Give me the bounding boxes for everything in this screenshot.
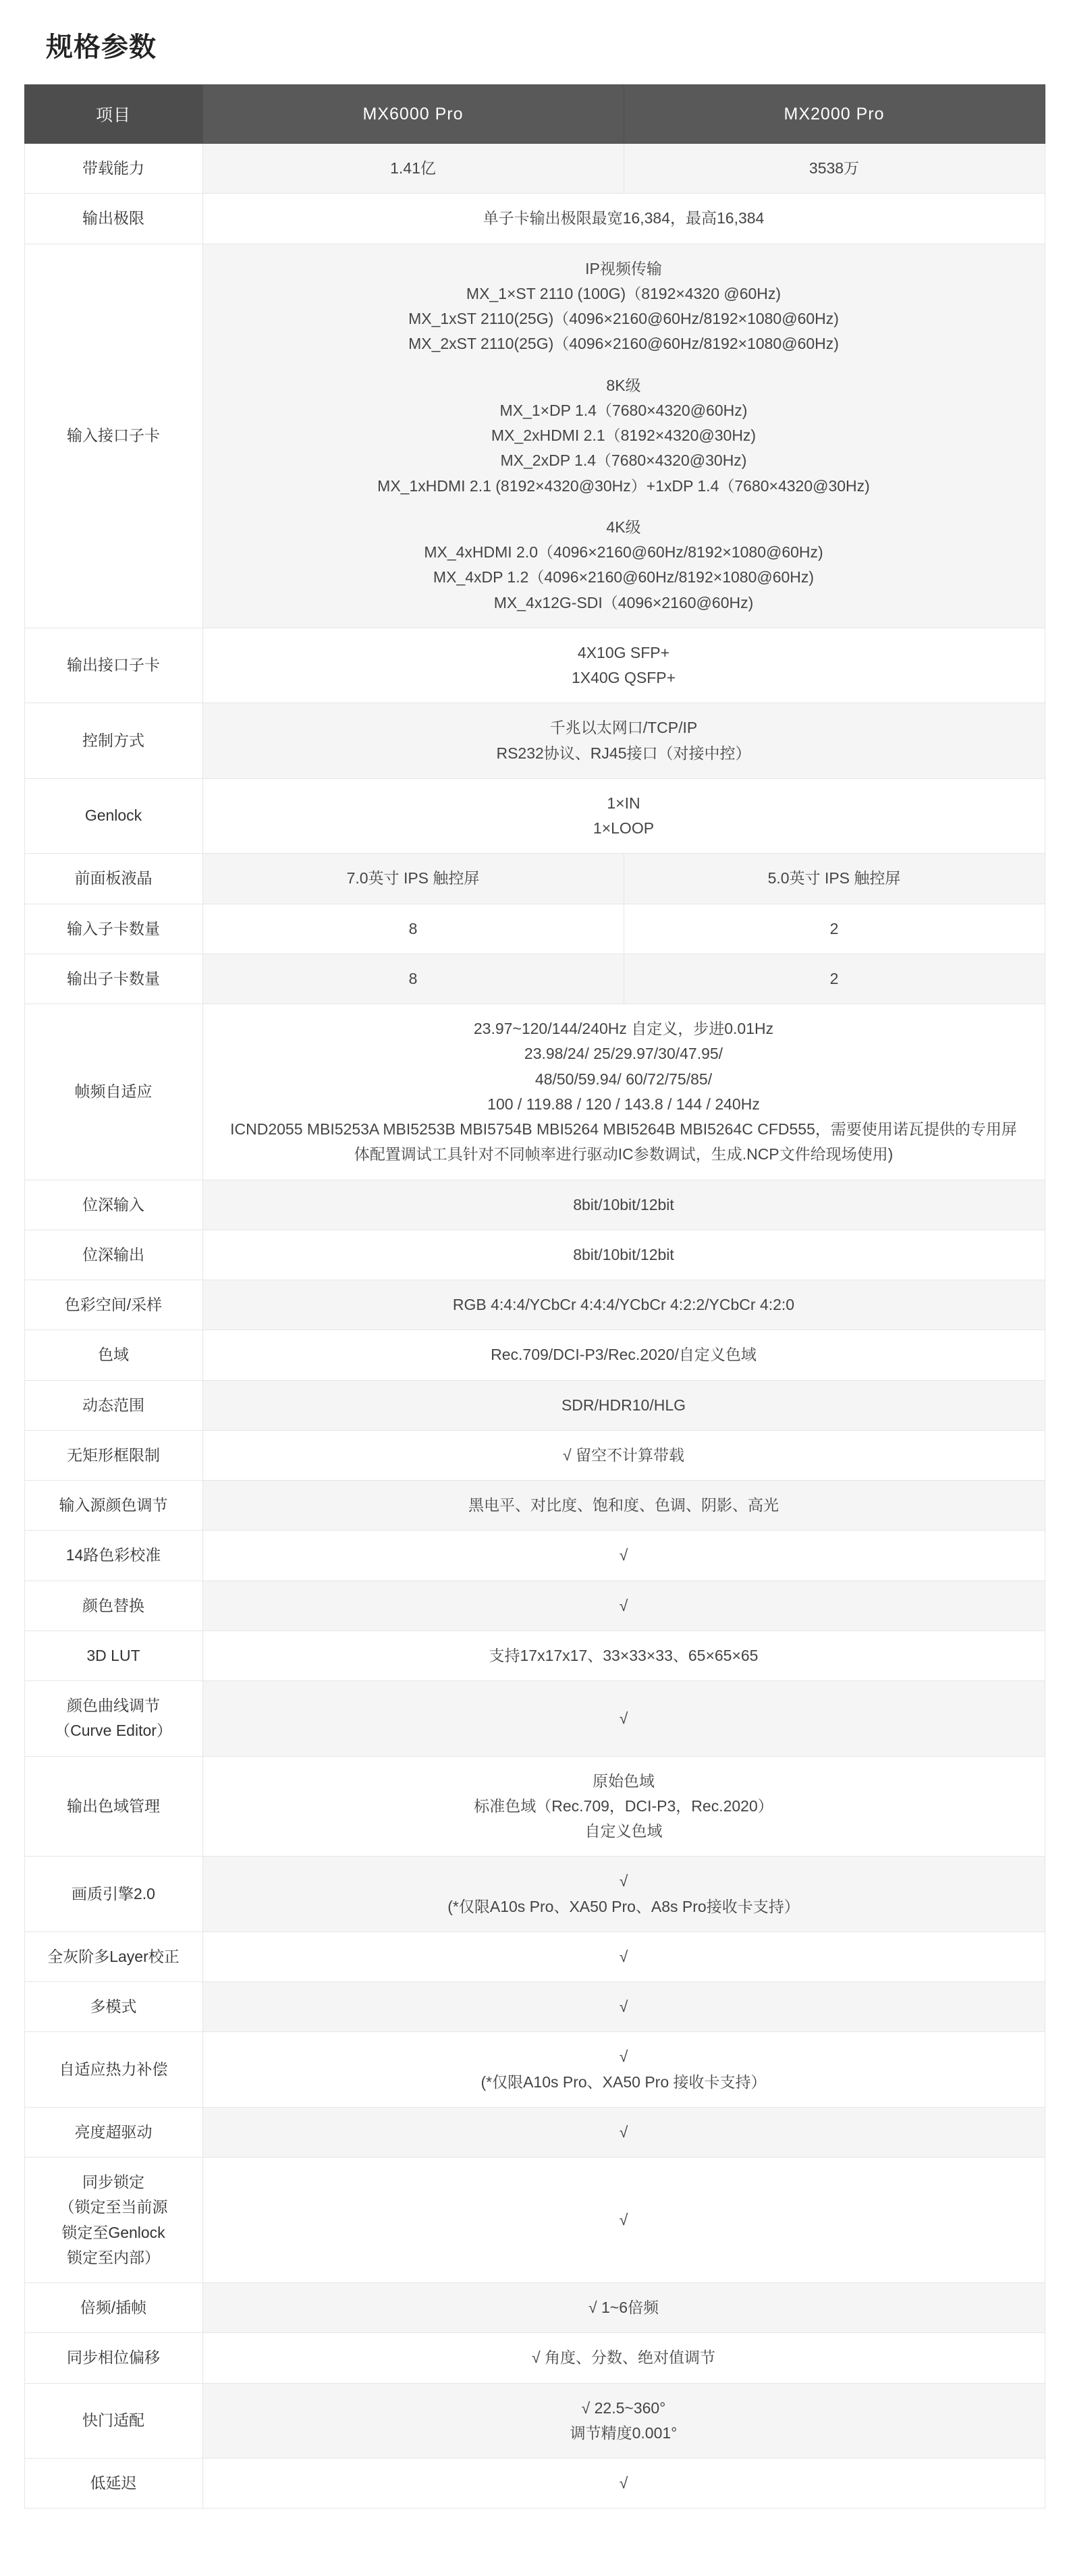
cell-line: 1×IN [607,794,640,812]
table-row [24,854,1045,904]
cell-line: （锁定至当前源 [59,2198,168,2216]
cell-content [632,866,1037,891]
table-row [24,2459,1045,2509]
cell-line: 1X40G QSFP+ [571,669,676,686]
table-row [24,1230,1045,1280]
table-row [24,628,1045,703]
cell-line: 色域 [98,1346,129,1364]
cell-content [211,1242,1037,1267]
cell-line: 单子卡输出极限最宽16,384，最高16,384 [483,209,765,227]
row-value-merged [202,2333,1045,2383]
cell-line: 调节精度0.001° [570,2423,678,2442]
table-row [24,1982,1045,2032]
table-row [24,1330,1045,1380]
cell-line: √ [619,2210,628,2228]
cell-line: 颜色曲线调节 [67,1697,160,1714]
row-label [24,1380,202,1430]
row-label [24,1931,202,1981]
cell-line: 自定义色域 [584,1822,663,1840]
cell-line: √ [619,2474,628,2492]
cell-content [211,1643,1037,1668]
table-row [24,2283,1045,2333]
cell-line [211,499,1037,515]
cell-line: MX_1xST 2110(25G)（4096×2160@60Hz/8192×1080@60Hz) [408,310,839,327]
cell-content [33,2295,194,2320]
row-value-merged [202,2032,1045,2108]
cell-line: √ [619,1709,628,1727]
cell-content [211,2471,1037,2496]
cell-line: √ [619,1596,628,1614]
cell-line: Genlock [84,806,142,825]
cell-line: 快门适配 [82,2411,144,2430]
page-title: 规格参数 [46,32,157,62]
row-value-merged [202,1004,1045,1180]
cell-line: 4K级 [606,518,641,536]
row-label [24,1756,202,1857]
cell-content [33,1193,194,1217]
row-label [24,2333,202,2383]
cell-content [211,640,1037,691]
row-label [24,1230,202,1280]
row-label [24,1180,202,1230]
row-label [24,2459,202,2509]
cell-content [211,1342,1037,1367]
cell-content [33,1543,194,1568]
cell-line: 多模式 [90,1998,137,2015]
cell-line: MX_1×ST 2110 (100G)（8192×4320 @60Hz) [466,284,782,302]
cell-content [211,1769,1037,1844]
cell-content [33,1079,194,1104]
cell-line: MX_1×DP 1.4（7680×4320@60Hz) [499,401,748,419]
table-row [24,1380,1045,1430]
cell-content [33,2120,194,2145]
cell-line: 倍频/插帧 [80,2299,147,2316]
spec-table [24,84,1045,2509]
row-value-mx2000 [624,954,1045,1004]
row-value-mx2000 [624,854,1045,904]
table-row [24,1004,1045,1180]
cell-line: 输出子卡数量 [67,969,160,987]
cell-content [211,2208,1037,2232]
table-row [24,1430,1045,1480]
cell-content [211,1292,1037,1317]
row-value-merged [202,1681,1045,1757]
cell-line: 4X10G SFP+ [577,643,670,661]
cell-line: （Curve Editor） [55,1722,172,1740]
table-body [24,144,1045,2509]
cell-line: 低延迟 [90,2474,137,2492]
cell-content [33,1882,194,1907]
cell-content [211,1016,1037,1168]
row-value-mx6000 [202,854,624,904]
row-value-merged [202,2383,1045,2459]
cell-line: 5.0英寸 IPS 触控屏 [767,869,901,887]
row-value-mx6000 [202,954,624,1004]
cell-line: √ 22.5~360° [581,2399,666,2417]
cell-line: 3D LUT [86,1646,140,1664]
cell-content [33,2408,194,2433]
cell-content [211,256,1037,615]
cell-line: MX_4x12G-SDI（4096×2160@60Hz) [493,593,754,611]
cell-line: 输入子卡数量 [67,919,160,937]
cell-content [211,1706,1037,1731]
cell-line: √ [619,2048,628,2066]
cell-line: √ [619,1872,628,1890]
cell-content [33,1342,194,1367]
cell-content [33,2170,194,2270]
row-value-merged [202,1630,1045,1680]
cell-content [211,1869,1037,1919]
row-label [24,1004,202,1180]
table-row [24,904,1045,954]
cell-line: ICND2055 MBI5253A MBI5253B MBI5754B MBI5264 MBI5264B MBI5264C CFD555，需要使用诺瓦提供的专用屏 [230,1120,1017,1138]
cell-line: 7.0英寸 IPS 触控屏 [346,869,480,887]
table-row [24,1180,1045,1230]
cell-content [33,1693,194,1744]
cell-line: 输出色域管理 [67,1797,160,1815]
cell-content [33,1994,194,2019]
table-row [24,1280,1045,1330]
cell-line: 带载能力 [82,159,144,177]
cell-line: 8bit/10bit/12bit [573,1195,674,1213]
cell-content [33,1593,194,1618]
row-label [24,244,202,628]
cell-line: 8 [408,969,418,987]
cell-line: 位深输入 [82,1195,144,1213]
cell-content [33,866,194,891]
table-row [24,1681,1045,1757]
cell-line: 14路色彩校准 [65,1546,161,1564]
table-row [24,194,1045,244]
column-header-mx2000: MX2000 Pro [624,85,1045,144]
cell-content [33,1443,194,1468]
row-value-merged [202,244,1045,628]
row-value-merged [202,1230,1045,1280]
cell-line: 23.97~120/144/240Hz 自定义，步进0.01Hz [473,1020,774,1037]
cell-line: 8 [408,919,418,937]
row-value-merged [202,778,1045,854]
row-label [24,194,202,244]
cell-line: 同步锁定 [82,2173,144,2191]
cell-content [211,1193,1037,1217]
cell-line: 输入接口子卡 [67,427,160,444]
row-label [24,1481,202,1531]
cell-content [33,1292,194,1317]
table-header [24,85,1045,144]
row-label [24,2107,202,2157]
cell-line: 体配置调试工具针对不同帧率进行驱动IC参数调试，生成.NCP文件给现场使用) [354,1145,894,1163]
cell-line: √ 留空不计算带载 [562,1446,684,1464]
cell-line: MX_4xDP 1.2（4096×2160@60Hz/8192×1080@60Hz) [433,568,815,586]
cell-content [211,1493,1037,1518]
cell-content [211,2396,1037,2446]
column-header-mx6000: MX6000 Pro [202,85,624,144]
cell-line: MX_2xHDMI 2.1（8192×4320@30Hz) [491,427,757,444]
cell-line: (*仅限A10s Pro、XA50 Pro 接收卡支持） [481,2073,767,2091]
row-value-merged [202,1430,1045,1480]
cell-line: 画质引擎2.0 [72,1884,155,1902]
cell-content [211,1443,1037,1468]
cell-line: 3538万 [808,159,860,177]
cell-line: MX_4xHDMI 2.0（4096×2160@60Hz/8192×1080@60Hz) [424,543,823,561]
row-value-merged [202,1857,1045,1932]
table-row [24,244,1045,628]
cell-content [211,1543,1037,1568]
cell-line: 1.41亿 [390,159,436,177]
cell-content [33,1393,194,1418]
row-value-merged [202,1280,1045,1330]
cell-content [33,728,194,753]
cell-content [33,1944,194,1969]
cell-line: 8K级 [606,376,641,394]
row-label [24,778,202,854]
cell-content [33,2057,194,2082]
cell-line: 原始色域 [593,1772,655,1790]
cell-content [211,2120,1037,2145]
row-label [24,1982,202,2032]
cell-line: 千兆以太网口/TCP/IP [549,719,698,737]
row-label [24,854,202,904]
cell-content [211,1944,1037,1969]
cell-content [211,2345,1037,2370]
row-value-merged [202,194,1045,244]
cell-content [211,916,615,941]
cell-content [211,206,1037,231]
cell-content [211,1593,1037,1618]
row-label [24,2383,202,2459]
cell-line: 8bit/10bit/12bit [573,1245,674,1263]
row-value-merged [202,2107,1045,2157]
cell-line [211,357,1037,373]
cell-line: 锁定至Genlock [61,2223,165,2241]
cell-line: √ [619,2122,628,2141]
cell-content [211,791,1037,842]
table-row [24,2158,1045,2283]
cell-line: 无矩形框限制 [67,1446,160,1464]
cell-content [211,2044,1037,2095]
cell-content [33,803,194,828]
table-row [24,2383,1045,2459]
cell-content [632,966,1037,991]
cell-line: SDR/HDR10/HLG [561,1396,686,1414]
cell-line: RGB 4:4:4/YCbCr 4:4:4/YCbCr 4:2:2/YCbCr 4:2:0 [452,1296,795,1313]
row-label [24,1857,202,1932]
row-value-mx6000 [202,904,624,954]
row-value-merged [202,1180,1045,1230]
cell-content [33,1643,194,1668]
row-value-merged [202,703,1045,779]
cell-line: MX_2xST 2110(25G)（4096×2160@60Hz/8192×1080@60Hz) [408,335,839,353]
column-header-item: 项目 [24,85,202,144]
row-value-merged [202,1756,1045,1857]
table-row [24,1581,1045,1630]
row-value-merged [202,1982,1045,2032]
cell-content [632,916,1037,941]
row-label [24,904,202,954]
cell-line: 输入源颜色调节 [59,1496,168,1514]
cell-line: (*仅限A10s Pro、XA50 Pro、A8s Pro接收卡支持） [447,1897,800,1915]
cell-content [632,156,1037,181]
cell-line: √ 角度、分数、绝对值调节 [531,2349,715,2367]
cell-line: √ [619,1998,628,2015]
cell-content [33,1242,194,1267]
cell-line: 标准色域（Rec.709，DCI-P3，Rec.2020） [474,1797,773,1815]
cell-line: 48/50/59.94/ 60/72/75/85/ [534,1070,713,1088]
row-value-merged [202,1931,1045,1981]
cell-line: MX_2xDP 1.4（7680×4320@30Hz) [500,451,747,470]
cell-content [33,206,194,231]
row-label [24,2158,202,2283]
cell-line: MX_1xHDMI 2.1 (8192×4320@30Hz）+1xDP 1.4（7680×4320@30Hz) [377,476,870,495]
cell-line: 2 [829,919,839,937]
row-value-merged [202,2158,1045,2283]
row-label [24,628,202,703]
cell-content [33,916,194,941]
cell-content [33,2471,194,2496]
row-value-merged [202,2283,1045,2333]
cell-line: 100 / 119.88 / 120 / 143.8 / 144 / 240Hz [487,1095,760,1113]
row-label [24,1280,202,1330]
table-row [24,1931,1045,1981]
table-row [24,1481,1045,1531]
table-row [24,954,1045,1004]
cell-line: RS232协议、RJ45接口（对接中控） [496,744,751,762]
cell-content [33,423,194,448]
row-value-merged [202,1531,1045,1581]
row-label [24,703,202,779]
row-label [24,1581,202,1630]
row-label [24,2283,202,2333]
cell-content [211,966,615,991]
row-label [24,1681,202,1757]
cell-content [211,1994,1037,2019]
table-row [24,1630,1045,1680]
row-value-mx6000 [202,144,624,194]
cell-line: 23.98/24/ 25/29.97/30/47.95/ [524,1045,723,1063]
cell-line: 位深输出 [82,1245,144,1263]
row-label [24,954,202,1004]
table-row [24,2333,1045,2383]
row-value-merged [202,1380,1045,1430]
cell-line: IP视频传输 [585,259,662,277]
cell-line: 颜色替换 [82,1596,144,1614]
row-value-merged [202,1330,1045,1380]
table-row [24,1756,1045,1857]
cell-line: 帧频自适应 [74,1083,153,1101]
row-label [24,144,202,194]
cell-content [211,156,615,181]
table-row [24,778,1045,854]
cell-line: 色彩空间/采样 [64,1296,163,1313]
cell-line: √ [619,1947,628,1965]
cell-content [33,653,194,678]
cell-line: 自适应热力补偿 [59,2060,168,2078]
cell-line: √ [619,1546,628,1564]
cell-line: 锁定至内部） [67,2248,160,2266]
cell-content [33,1794,194,1819]
row-value-merged [202,1481,1045,1531]
row-value-merged [202,2459,1045,2509]
cell-line: 动态范围 [82,1396,144,1414]
row-label [24,2032,202,2108]
row-label [24,1630,202,1680]
table-row [24,2032,1045,2108]
row-label [24,1330,202,1380]
cell-line: 亮度超驱动 [74,2122,153,2141]
cell-line: Rec.709/DCI-P3/Rec.2020/自定义色域 [491,1346,757,1364]
cell-line: 输出接口子卡 [67,656,160,674]
cell-content [33,2345,194,2370]
cell-line: 同步相位偏移 [67,2349,160,2367]
table-row [24,703,1045,779]
cell-content [211,2295,1037,2320]
row-value-mx2000 [624,144,1045,194]
cell-line: 支持17x17x17、33×33×33、65×65×65 [489,1646,759,1664]
row-value-merged [202,1581,1045,1630]
cell-content [33,966,194,991]
cell-line: 黑电平、对比度、饱和度、色调、阴影、高光 [468,1496,779,1514]
table-row [24,1531,1045,1581]
cell-content [33,1493,194,1518]
row-value-merged [202,628,1045,703]
cell-content [211,866,615,891]
cell-line: 控制方式 [82,731,144,749]
cell-line: 输出极限 [82,209,144,227]
table-row [24,144,1045,194]
cell-content [211,1393,1037,1418]
cell-line: 1×LOOP [593,819,655,837]
table-row [24,2107,1045,2157]
cell-line: 2 [829,969,839,987]
cell-line: √ 1~6倍频 [588,2299,659,2316]
row-value-mx2000 [624,904,1045,954]
row-label [24,1430,202,1480]
cell-line: 全灰阶多Layer校正 [47,1947,180,1965]
cell-content [211,715,1037,766]
cell-line: 前面板液晶 [74,869,153,887]
row-label [24,1531,202,1581]
table-row [24,1857,1045,1932]
cell-content [33,156,194,181]
